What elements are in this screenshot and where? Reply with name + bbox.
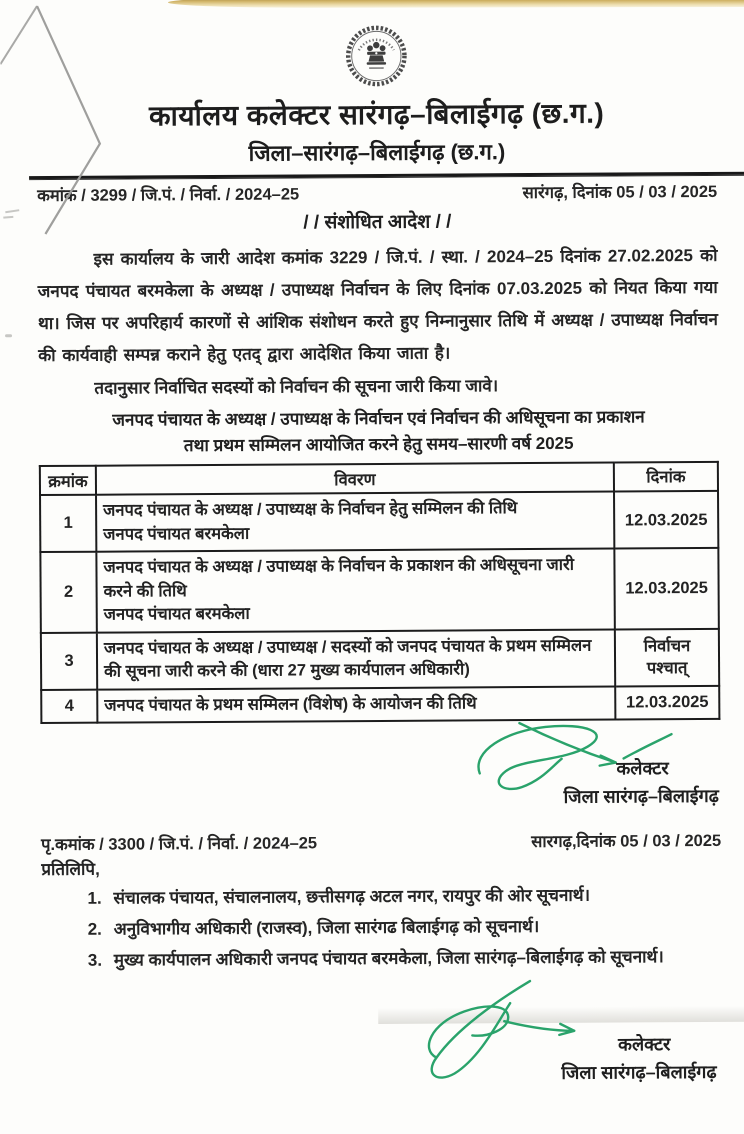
instruction-paragraph: तदानुसार निर्वाचित सदस्यों को निर्वाचन की सूचना जारी किया जावे। [94,376,499,398]
desc-line: जनपद पंचायत के प्रथम सम्मिलन (विशेष) के आयोजन की तिथि [104,693,477,715]
signature-block-bottom [42,980,723,1134]
desc-line: जनपद पंचायत के अध्यक्ष / उपाध्यक्ष के निर्वाचन के प्रकाशन की अधिसूचना जारी [103,555,575,577]
row-desc [96,549,614,633]
list-item [42,941,722,976]
list-item-text: संचालक पंचायत, संचालनालय, छत्तीसगढ़ अटल नगर, रायपुर की ओर सूचनार्थ। [113,885,591,908]
table-row [40,548,718,633]
row-date: 12.03.2025 [614,548,718,629]
desc-line: जनपद पंचायत के अध्यक्ष / उपाध्यक्ष / सदस्यों को जनपद पंचायत के प्रथम सम्मिलन [103,636,592,658]
reference-number: कमांक / 3299 / जि.पं. / निर्वा. / 2024–25 [37,185,300,206]
col-header-sno: क्रमांक [40,466,96,495]
footer-reference-number: पृ.कमांक / 3300 / जि.पं. / निर्वा. / 2024–25 [41,834,318,855]
office-title: कार्यालय कलेक्टर सारंगढ़–बिलाईगढ़ (छ.ग.) [148,97,605,132]
signatory-district: जिला सारंगढ़–बिलाईगढ़ [561,1061,717,1083]
scan-artifact-underlying-page-corner [0,2,121,243]
table-caption-line1: जनपद पंचायत के अध्यक्ष / उपाध्यक्ष के निर्वाचन एवं निर्वाचन की अधिसूचना का प्रकाशन [112,407,645,430]
list-item [41,879,721,914]
letterhead [36,0,717,169]
signature-place-date: सारगढ़,दिनांक 05 / 03 / 2025 [531,831,722,852]
row-desc [97,629,615,689]
signature-block-top [40,722,721,826]
list-item [42,910,722,945]
row-date: 12.03.2025 [615,685,719,719]
copy-to-heading: प्रतिलिपि, [41,859,100,880]
table-caption [38,404,718,460]
place-date: सारंगढ़, दिनांक 05 / 03 / 2025 [522,182,718,203]
list-item-number: 1. [87,888,102,908]
signatory-designation: कलेक्टर [616,758,669,779]
district-title: जिला–सारंगढ़–बिलाईगढ़ (छ.ग.) [248,139,506,166]
table-row [40,491,718,552]
table-caption-line2: तथा प्रथम सम्मिलन आयोजित करने हेतु समय–सारणी वर्ष 2025 [183,433,574,456]
order-heading: / / संशोधित आदेश / / [303,211,452,234]
col-header-desc: विवरण [96,463,614,495]
scan-artifact-top-strip [168,0,744,8]
row-sno: 3 [41,632,97,689]
signatory-district: जिला सारंगढ़–बिलाईगढ़ [563,785,719,807]
list-item-number: 3. [87,950,103,970]
row-sno: 4 [41,689,97,723]
col-header-date: दिनांक [614,462,718,492]
desc-line: जनपद पंचायत के अध्यक्ष / उपाध्यक्ष के निर्वाचन हेतु सम्मिलन की तिथि [103,499,518,520]
desc-line: जनपद पंचायत बरमकेला [103,524,250,544]
table-row [41,628,719,689]
row-sno: 1 [40,495,96,552]
scan-artifact-mark [5,334,12,337]
row-desc [96,492,614,552]
reference-row [37,179,717,206]
desc-line: की सूचना जारी करने की (धारा 27 मुख्य कार्यपालन अधिकारी) [104,660,470,681]
copy-to-list [41,879,722,976]
list-item-text: मुख्य कार्यपालन अधिकारी जनपद पंचायत बरमकेला, जिला सारंगढ़–बिलाईगढ़ को सूचनार्थ। [113,947,664,970]
row-sno: 2 [40,552,96,633]
row-date: 12.03.2025 [614,491,718,549]
order-paragraph: इस कार्यालय के जारी आदेश कमांक 3229 / जि.पं. / स्था. / 2024–25 दिनांक 27.02.2025 को जनपद पंचायत बरमकेला के अध्यक्ष / उपाध्यक्ष निर्वाचन के लिए दिनांक 07.03.2025 को नियत किया गया था। जिस पर अपरिहार्य कारणों से आंशिक संशोधन करते हुए निम्नानुसार तिथि में अध्यक्ष / उपाध्यक्ष निर्वाचन की कार्यवाही सम्पन्न कराने हेतु एतद् द्वारा आदेशित किया जाता है। [37,245,719,366]
desc-line: करने की तिथि [103,581,187,601]
desc-line: जनपद पंचायत बरमकेला [103,604,250,624]
ashoka-emblem-icon [344,24,408,93]
list-item-number: 2. [87,919,102,939]
table-header-row [40,462,718,495]
list-item-text: अनुविभागीय अधिकारी (राजस्व), जिला सारंगढ बिलाईगढ़ को सूचनार्थ। [113,916,540,939]
row-date: निर्वाचन पश्चात् [615,628,719,686]
signatory-designation: कलेक्टर [618,1034,671,1055]
footer-reference-row [41,828,721,855]
schedule-table [39,461,721,724]
